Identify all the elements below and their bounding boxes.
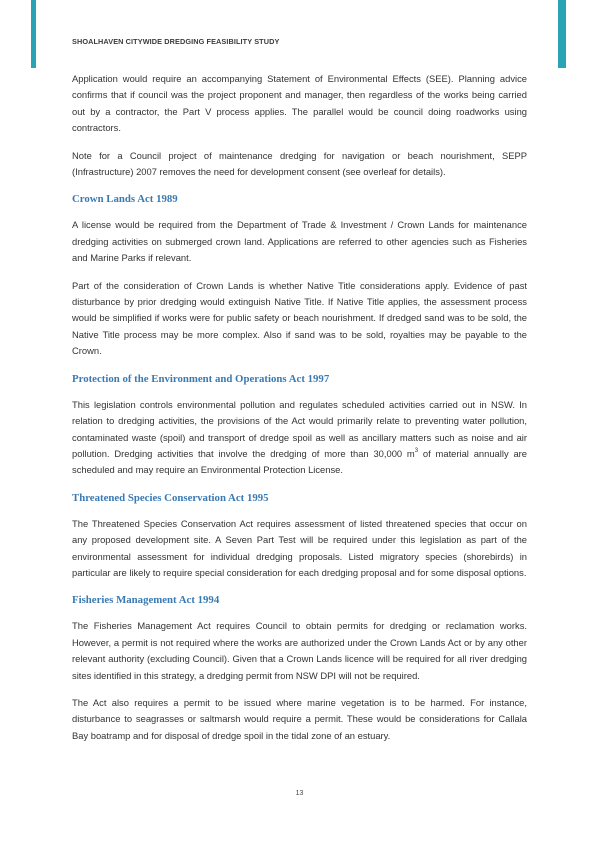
paragraph-sepp-note: Note for a Council project of maintenance dredging for navigation or beach nourishment, SEPP (Infrastructure) 2007 removes the need for development consent (see overleaf for details). bbox=[72, 149, 527, 178]
paragraph-poeo-legislation bbox=[72, 397, 527, 479]
paragraph-threatened-species: The Threatened Species Conservation Act requires assessment of listed threatened species that occur on any proposed development site. A Seven Part Test will be required under this legislation as part of the environmental assessment for individual dredging proposals. Listed migratory species (shorebirds) in particular are likely to require special consideration for each dredging proposal and for some disposal options. bbox=[72, 517, 527, 578]
paragraph-native-title: Part of the consideration of Crown Lands is whether Native Title considerations apply. Evidence of past disturbance by prior dredging would extinguish Native Title. If Native Title applies, the assessment process would be simplified if works were for public safety or beach nourishment. If dredged sand was to be sold, the Native Title process may be more complex. Also if sand was to be sold, royalties may be payable to the Crown. bbox=[72, 279, 527, 357]
page-number: 13 bbox=[295, 790, 304, 797]
paragraph-fisheries-permits: The Fisheries Management Act requires Council to obtain permits for dredging or reclamation works. However, a permit is not required where the works are authorized under the Crown Lands Act or by any other relevant authority (excluding Council). Given that a Crown Lands licence will be required for all river dredging sites identified in this strategy, a dredging permit from NSW DPI will not be required. bbox=[72, 620, 527, 681]
heading-crown-lands-act: Crown Lands Act 1989 bbox=[72, 193, 178, 206]
heading-poeo-act: Protection of the Environment and Operations Act 1997 bbox=[72, 372, 330, 385]
paragraph-crown-license: A license would be required from the Department of Trade & Investment / Crown Lands for maintenance dredging activities on submerged crown land. Applications are referred to other agencies such as Fisheries and Marine Parks if relevant. bbox=[72, 219, 527, 264]
paragraph-see-application: Application would require an accompanying Statement of Environmental Effects (SEE). Planning advice confirms that if council was the project proponent and manager, then regardless of the works being carried out by a contractor, the Part V process applies. The parallel would be council doing roadworks using contractors. bbox=[72, 73, 527, 134]
header-accent-band-left bbox=[31, 0, 36, 68]
heading-threatened-species-act: Threatened Species Conservation Act 1995 bbox=[72, 491, 269, 504]
page-body bbox=[72, 71, 527, 755]
header-accent-band-right bbox=[558, 0, 566, 68]
paragraph-marine-vegetation: The Act also requires a permit to be issued where marine vegetation is to be harmed. For instance, disturbance to seagrasses or saltmarsh would require a permit. These would be considerations for Callala Bay boatramp and for disposal of dredge spoil in the tidal zone of an estuary. bbox=[72, 696, 527, 741]
paragraph-poeo-text-a: This legislation controls environmental pollution and regulates scheduled activities carried out in NSW. In relation to dredging activities, the provisions of the Act would primarily relate to preventing water pollution, contaminated waste (spoil) and transport of dredge spoil as well as ancillary matters such as noise and air pollution. Dredging activities that involve the dredging of more than 30,000 m bbox=[72, 398, 527, 459]
paragraph-poeo-text-b: of material annually are scheduled and may require an Environmental Protection License. bbox=[72, 447, 527, 476]
superscript-cubed: 3 bbox=[414, 447, 419, 454]
heading-fisheries-act: Fisheries Management Act 1994 bbox=[72, 594, 220, 607]
document-header-title: SHOALHAVEN CITYWIDE DREDGING FEASIBILITY STUDY bbox=[72, 37, 280, 46]
